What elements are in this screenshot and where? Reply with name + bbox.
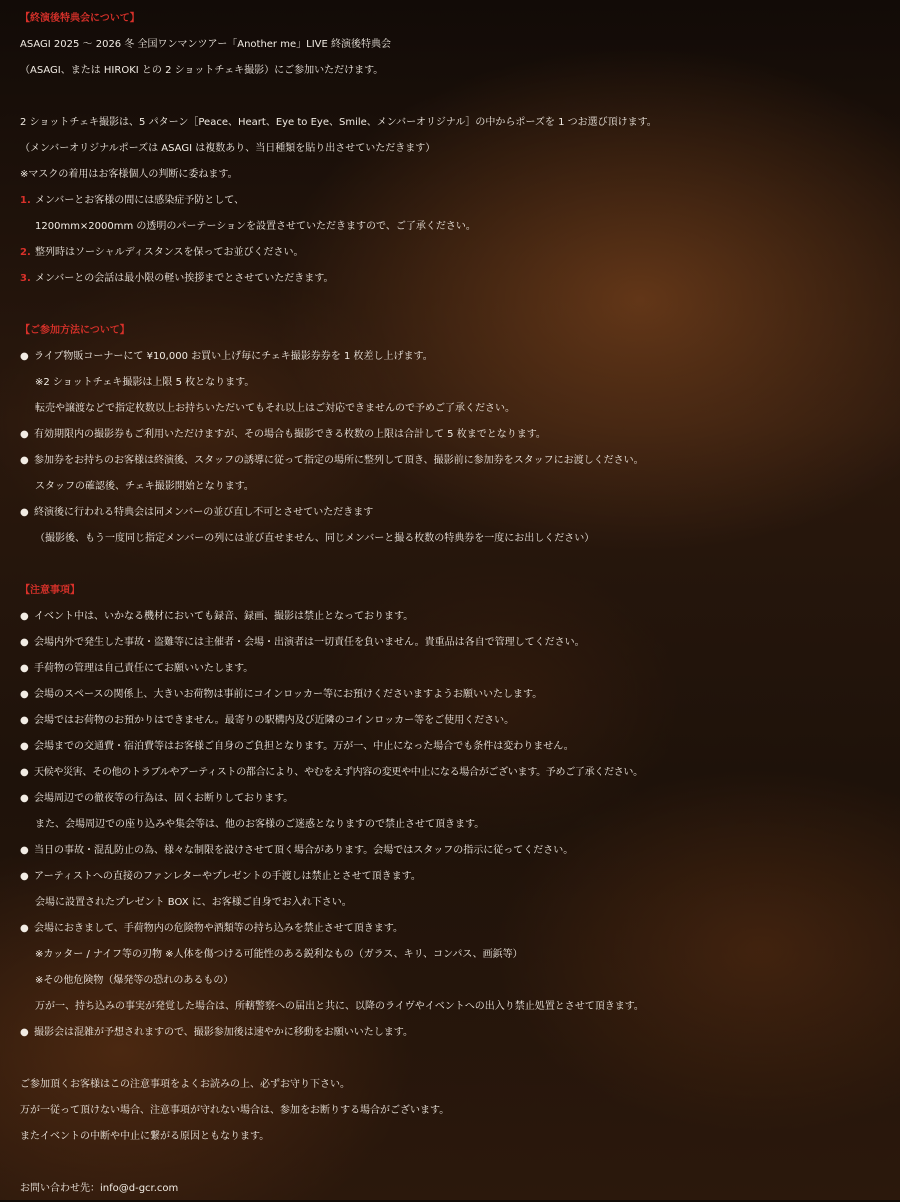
bullet-text: 天候や災害、その他のトラブルやアーティストの都合により、やむをえず内容の変更や中止になる場合がございます。予めご了承ください。	[34, 767, 643, 778]
bullet-text: 会場のスペースの関係上、大きいお荷物は事前にコインロッカー等にお預けくださいますようお願いいたします。	[34, 689, 543, 700]
bullet-icon: ●	[20, 663, 29, 674]
tokuten-detail-line: （メンバーオリジナルポーズは ASAGI は複数あり、当日種類を貼り出させていただきます）	[20, 143, 436, 154]
contact-info: お問い合わせ先：info@d-gcr.com	[20, 1183, 179, 1194]
bullet-text: イベント中は、いかなる機材においても録音、録画、撮影は禁止となっております。	[34, 611, 414, 622]
bullet-text: 撮影会は混雑が予想されますので、撮影参加後は速やかに移動をお願いいたします。	[34, 1027, 413, 1038]
bullet-continuation: スタッフの確認後、チェキ撮影開始となります。	[35, 481, 254, 492]
tokuten-heading: 【終演後特典会について】	[20, 13, 140, 24]
bullet-icon: ●	[20, 637, 29, 648]
bullet-icon: ●	[20, 923, 29, 934]
spacer	[20, 84, 890, 110]
bullet-icon: ●	[20, 1027, 29, 1038]
tokuten-intro-line: （ASAGI、または HIROKI との 2 ショットチェキ撮影）にご参加いただけます。	[20, 65, 384, 76]
bullet-icon: ●	[20, 455, 29, 466]
bullet-icon: ●	[20, 715, 29, 726]
item-number: 1.	[20, 195, 31, 206]
bullet-icon: ●	[20, 611, 29, 622]
bullet-continuation: また、会場周辺での座り込みや集会等は、他のお客様のご迷惑となりますので禁止させて頂きます。	[35, 819, 485, 830]
bullet-item	[20, 708, 890, 734]
bullet-item	[20, 838, 890, 864]
closing-line: ご参加頂くお客様はこの注意事項をよくお読みの上、必ずお守り下さい。	[20, 1079, 350, 1090]
bullet-continuation: 転売や譲渡などで指定枚数以上お持ちいただいてもそれ以上はご対応できませんので予めご了承ください。	[35, 403, 515, 414]
bullet-continuation: 万が一、持ち込みの事実が発覚した場合は、所轄警察への届出と共に、以降のライヴやイベントへの出入り禁止処置とさせて頂きます。	[35, 1001, 644, 1012]
spacer	[20, 1150, 890, 1176]
bullet-icon: ●	[20, 845, 29, 856]
closing-line: 万が一従って頂けない場合、注意事項が守れない場合は、参加をお断りする場合がございます。	[20, 1105, 450, 1116]
bullet-icon: ●	[20, 741, 29, 752]
numbered-item-text: メンバーとの会話は最小限の軽い挨拶までとさせていただきます。	[35, 273, 334, 284]
bullet-text: 会場におきまして、手荷物内の危険物や酒類等の持ち込みを禁止させて頂きます。	[34, 923, 403, 934]
bullet-text: 会場ではお荷物のお預かりはできません。最寄りの駅構内及び近隣のコインロッカー等をご使用ください。	[34, 715, 515, 726]
bullet-text: 当日の事故・混乱防止の為、様々な制限を設けさせて頂く場合があります。会場ではスタッフの指示に従ってください。	[34, 845, 574, 856]
bullet-item	[20, 630, 890, 656]
numbered-item-text: 整列時はソーシャルディスタンスを保ってお並びください。	[35, 247, 304, 258]
spacer	[20, 1046, 890, 1072]
bullet-continuation: ※カッター / ナイフ等の刃物 ※人体を傷つける可能性のある鋭利なもの（ガラス、キリ、コンパス、画鋲等）	[35, 949, 523, 960]
numbered-item	[20, 266, 890, 292]
item-number: 2.	[20, 247, 31, 258]
bullet-icon: ●	[20, 767, 29, 778]
bullet-item	[20, 448, 890, 474]
bullet-item	[20, 864, 890, 890]
bullet-text: 会場周辺での徹夜等の行為は、固くお断りしております。	[34, 793, 294, 804]
bullet-item	[20, 500, 890, 526]
chui-heading: 【注意事項】	[20, 585, 80, 596]
bullet-continuation: ※2 ショットチェキ撮影は上限 5 枚となります。	[35, 377, 255, 388]
numbered-item-continuation: 1200mm×2000mm の透明のパーテーションを設置させていただきますので、ご了承ください。	[35, 221, 476, 232]
bullet-item	[20, 682, 890, 708]
tokuten-intro-line: ASAGI 2025 〜 2026 冬 全国ワンマンツアー「Another me」LIVE 終演後特典会	[20, 39, 391, 50]
bullet-item	[20, 422, 890, 448]
bullet-icon: ●	[20, 507, 29, 518]
bullet-icon: ●	[20, 689, 29, 700]
bullet-item	[20, 916, 890, 942]
bullet-icon: ●	[20, 871, 29, 882]
bullet-icon: ●	[20, 429, 29, 440]
item-number: 3.	[20, 273, 31, 284]
bullet-text: 手荷物の管理は自己責任にてお願いいたします。	[34, 663, 254, 674]
bullet-text: ライブ物販コーナーにて ¥10,000 お買い上げ毎にチェキ撮影券券を 1 枚差し上げます。	[34, 351, 433, 362]
bullet-continuation: ※その他危険物（爆発等の恐れのあるもの）	[35, 975, 234, 986]
bullet-text: アーティストへの直接のファンレターやプレゼントの手渡しは禁止とさせて頂きます。	[34, 871, 421, 882]
bullet-item	[20, 604, 890, 630]
bullet-text: 終演後に行われる特典会は同メンバーの並び直し不可とさせていただきます	[34, 507, 374, 518]
closing-line: またイベントの中断や中止に繋がる原因ともなります。	[20, 1131, 270, 1142]
bullet-item	[20, 656, 890, 682]
spacer	[20, 552, 890, 578]
numbered-item	[20, 188, 890, 214]
numbered-item	[20, 240, 890, 266]
sanka-heading: 【ご参加方法について】	[20, 325, 130, 336]
bullet-text: 会場内外で発生した事故・盗難等には主催者・会場・出演者は一切責任を負いません。貴重品は各自で管理してください。	[34, 637, 585, 648]
bullet-text: 参加券をお持ちのお客様は終演後、スタッフの誘導に従って指定の場所に整列して頂き、撮影前に参加券をスタッフにお渡しください。	[34, 455, 644, 466]
tokuten-detail-line: ※マスクの着用はお客様個人の判断に委ねます。	[20, 169, 238, 180]
bullet-item	[20, 760, 890, 786]
bullet-text: 会場までの交通費・宿泊費等はお客様ご自身のご負担となります。万が一、中止になった場合でも条件は変わりません。	[34, 741, 574, 752]
spacer	[20, 292, 890, 318]
bullet-text: 有効期限内の撮影券もご利用いただけますが、その場合も撮影できる枚数の上限は合計して 5 枚までとなります。	[34, 429, 546, 440]
bullet-icon: ●	[20, 351, 29, 362]
bullet-item	[20, 786, 890, 812]
bullet-continuation: （撮影後、もう一度同じ指定メンバーの列には並び直せません、同じメンバーと撮る枚数の特典券を一度にお出しください）	[35, 533, 595, 544]
bullet-icon: ●	[20, 793, 29, 804]
notice-page	[20, 0, 890, 1202]
tokuten-detail-line: 2 ショットチェキ撮影は、5 パターン［Peace、Heart、Eye to Eye、Smile、メンバーオリジナル］の中からポーズを 1 つお選び頂けます。	[20, 117, 657, 128]
numbered-item-text: メンバーとお客様の間には感染症予防として、	[35, 195, 245, 206]
bullet-item	[20, 344, 890, 370]
bullet-item	[20, 1020, 890, 1046]
bullet-item	[20, 734, 890, 760]
bullet-continuation: 会場に設置されたプレゼント BOX に、お客様ご自身でお入れ下さい。	[35, 897, 352, 908]
